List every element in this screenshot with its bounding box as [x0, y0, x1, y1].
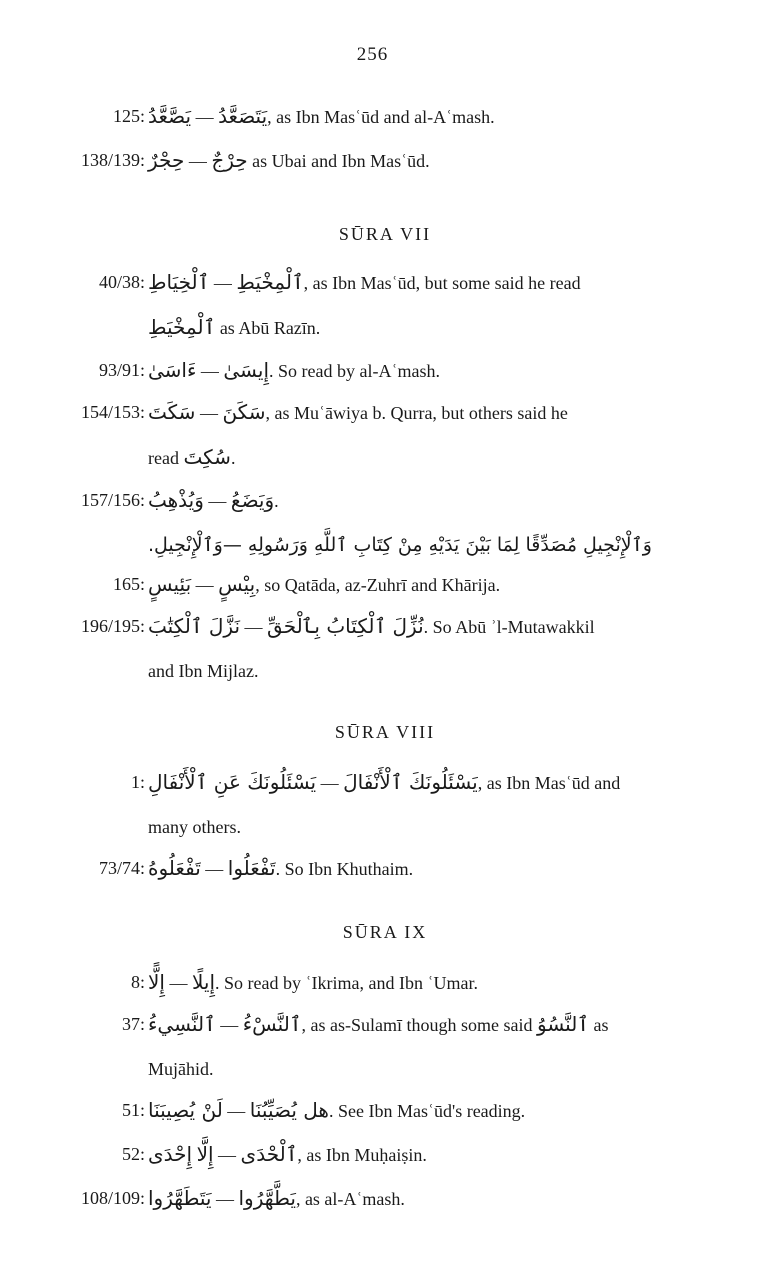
arabic-reading: ٱلْخِيَاطِ: [148, 270, 210, 294]
arabic-reading: وَيُذْهِبُ: [148, 488, 204, 512]
verse-number: 138/139:: [80, 150, 145, 170]
separator: —: [169, 973, 188, 993]
separator: —: [244, 617, 263, 637]
entry-text: , as Ibn Masʿūd and al-Aʿmash.: [267, 107, 495, 127]
entry-text: . See Ibn Masʿūd's reading.: [328, 1101, 526, 1121]
arabic-reading-variant: نُزِّلَ ٱلْكِتَابُ بِٱلْحَقِّ: [267, 614, 424, 638]
entry-text-end: as: [589, 1015, 609, 1035]
arabic-reading: نَزَّلَ ٱلْكِتَٰبَ: [148, 614, 241, 638]
separator: —: [200, 361, 219, 381]
arabic-reading: ءَاسَىٰ: [148, 358, 197, 382]
arabic-reading-variant: وَيَضَعُ: [230, 488, 275, 512]
arabic-reading: إِلًّا: [148, 970, 165, 994]
arabic-reading: سُكِتَ: [183, 445, 231, 469]
verse-number: 196/195:: [80, 616, 145, 636]
entry-text-continued: many others.: [148, 817, 241, 837]
arabic-reading: تَفْعَلُوهُ: [148, 856, 201, 880]
arabic-reading-variant: يَسْئَلُونَكَ ٱلْأَنْفَالَ: [343, 770, 478, 794]
separator: —: [218, 1145, 237, 1165]
arabic-reading-variant: ٱلْمِخْيَطِ: [236, 270, 304, 294]
separator: —: [215, 1189, 234, 1209]
separator: —: [208, 491, 227, 511]
entry-text-continued: read: [148, 448, 184, 468]
verse-number: 125:: [112, 106, 145, 126]
entry-text: . So Abū ʾl-Mutawakkil: [423, 617, 595, 637]
arabic-reading-variant: ٱلْحْدَى: [240, 1142, 298, 1166]
arabic-reading-variant: إِيلًا: [191, 970, 216, 994]
separator: —: [195, 107, 214, 127]
entry-text: .: [274, 491, 279, 511]
separator: —: [320, 773, 339, 793]
verse-number: 1:: [130, 772, 145, 792]
entry-text: as Ubai and Ibn Masʿūd.: [247, 151, 430, 171]
arabic-reading-variant: ٱلنَّسْءُ: [242, 1012, 302, 1036]
arabic-reading: يَصَّعَّدُ: [148, 104, 192, 128]
separator: —: [195, 575, 214, 595]
separator: —: [205, 859, 224, 879]
arabic-reading: إِلَّا: [196, 1142, 214, 1166]
verse-number: 73/74:: [98, 858, 145, 878]
entry-text: . So Ibn Khuthaim.: [275, 859, 414, 879]
entry-text: , as Muʿāwiya b. Qurra, but others said he: [265, 403, 568, 423]
verse-number: 157/156:: [80, 490, 145, 510]
separator: —: [220, 1015, 239, 1035]
verse-number: 108/109:: [80, 1188, 145, 1208]
entry-text: , as Ibn Masʿūd, but some said he read: [303, 273, 581, 293]
verse-number: 52:: [121, 1144, 145, 1164]
section-heading: SŪRA IX: [342, 922, 428, 942]
arabic-reading: حِجْرٌ: [148, 148, 185, 172]
section-heading: SŪRA VII: [338, 224, 432, 244]
arabic-reading-variant: يَطَّهَّرُوا: [238, 1186, 296, 1210]
verse-number: 93/91:: [98, 360, 145, 380]
arabic-reading: بَئِيسٍ: [148, 572, 192, 596]
arabic-reading: يَسْئَلُونَكَ عَنِ ٱلْأَنْفَالِ: [148, 770, 317, 794]
entry-text: . So read by al-Aʿmash.: [269, 361, 440, 381]
separator: —: [199, 403, 218, 423]
section-heading: SŪRA VIII: [334, 722, 436, 742]
entry-text-end: .: [230, 448, 236, 468]
verse-number: 154/153:: [80, 402, 145, 422]
page-number: 256: [356, 44, 389, 65]
arabic-reading: ٱلنَّسِيءُ: [148, 1012, 216, 1036]
entry-text: , as Ibn Masʿūd and: [477, 773, 621, 793]
arabic-reading: سَكَتَ: [148, 400, 196, 424]
entry-text-continued: and Ibn Mijlaz.: [148, 661, 259, 681]
entry-text-continued: Mujāhid.: [148, 1059, 214, 1079]
separator: —: [227, 1101, 246, 1121]
entry-text-continued: as Abū Razīn.: [215, 318, 321, 338]
verse-number: 165:: [112, 574, 145, 594]
arabic-reading: لَنْ يُصِيبَنَا: [148, 1098, 223, 1122]
entry-text: , as Ibn Muḥaiṣin.: [297, 1145, 427, 1165]
arabic-reading: ٱلنَّسُوُ: [537, 1012, 590, 1036]
arabic-reading-variant: إِيسَىٰ: [223, 358, 270, 382]
arabic-reading-variant: يَتَصَعَّدُ: [218, 104, 268, 128]
entry-text: , as as-Sulamī though some said: [301, 1015, 537, 1035]
arabic-reading-variant: سَكَنَ: [222, 400, 266, 424]
verse-number: 40/38:: [98, 272, 145, 292]
separator: —: [188, 151, 207, 171]
arabic-reading: يَتَطَهَّرُوا: [148, 1186, 212, 1210]
entry-text: , as al-Aʿmash.: [295, 1189, 405, 1209]
arabic-reading-variant: بِيْسٍ: [218, 572, 256, 596]
entry-text: , so Qatāda, az-Zuhrī and Khārija.: [255, 575, 501, 595]
entry-text: . So read by ʿIkrima, and Ibn ʿUmar.: [215, 973, 478, 993]
verse-number: 37:: [121, 1014, 145, 1034]
verse-number: 51:: [121, 1100, 145, 1120]
arabic-reading: ٱلْمِخْيَطِ: [148, 315, 216, 339]
verse-number: 8:: [130, 972, 145, 992]
arabic-quotation: وَٱلْإِنْجِيلِ مُصَدِّقًا لِمَا بَيْنَ يَدَيْهِ مِنْ كِتَابِ ٱللَّهِ وَرَسُولِهِ —وَٱلْإِنْجِيلِ.: [148, 534, 652, 556]
arabic-reading-variant: تَفْعَلُوا: [227, 856, 276, 880]
arabic-reading: إِحْدَى: [148, 1142, 193, 1166]
arabic-reading-variant: حِرْجٌ: [211, 148, 248, 172]
arabic-reading-variant: هل يُصَيِّبُنَا: [249, 1098, 329, 1122]
separator: —: [213, 273, 232, 293]
